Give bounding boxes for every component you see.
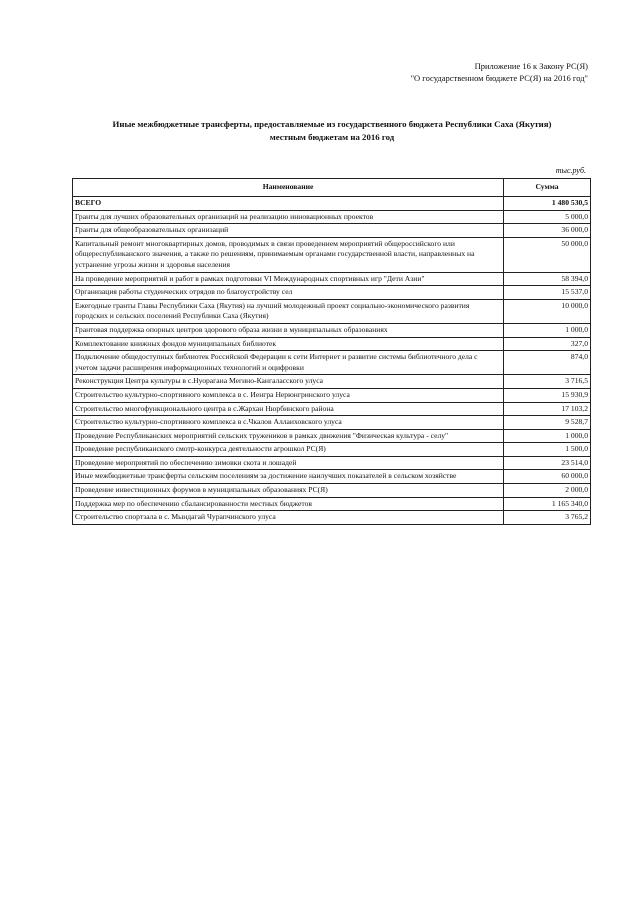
table-row [73, 224, 591, 238]
row-sum: 58 394,0 [504, 272, 591, 286]
table-row [73, 484, 591, 498]
row-sum: 1 165 340,0 [504, 497, 591, 511]
row-name: Иные межбюджетные трансферты сельским поселениям за достижение наилучших показателей в сельском хозяйстве [73, 470, 504, 484]
row-name: Строительство культурно-спортивного комплекса в с.Чкалов Аллаиховского улуса [73, 416, 504, 430]
table-row [73, 299, 591, 323]
total-row [73, 197, 591, 211]
row-sum: 9 528,7 [504, 416, 591, 430]
row-name: Комплектование книжных фондов муниципальных библиотек [73, 337, 504, 351]
row-sum: 60 000,0 [504, 470, 591, 484]
row-sum: 3 716,5 [504, 375, 591, 389]
title-line-1: Иные межбюджетные трансферты, предоставляемые из государственного бюджета Республики Саха (Якутия) [112, 119, 552, 129]
row-name: Подключение общедоступных библиотек Российской Федерации к сети Интернет и развитие системы библиотечного дела с учетом задачи расширения информационных технологий и оцифровки [73, 351, 504, 375]
table-row [73, 272, 591, 286]
row-name: Проведение Республиканских мероприятий сельских тружеников в рамках движения "Физическая культура - селу" [73, 429, 504, 443]
row-name: Реконструкция Центра культуры в с.Нуорагана Мегино-Кангаласского улуса [73, 375, 504, 389]
appendix-note [411, 60, 588, 84]
appendix-line-1: Приложение 16 к Закону РС(Я) [474, 61, 588, 71]
table-row [73, 416, 591, 430]
transfers-table [72, 178, 591, 525]
row-sum: 10 000,0 [504, 299, 591, 323]
row-name: Проведение республиканского смотр-конкурса деятельности агрошкол РС(Я) [73, 443, 504, 457]
row-sum: 1 000,0 [504, 429, 591, 443]
row-sum: 1 500,0 [504, 443, 591, 457]
total-label: ВСЕГО [73, 197, 504, 211]
table-row [73, 511, 591, 525]
header-sum: Сумма [504, 179, 591, 197]
row-name: Строительство многофункционального центра в с.Жархан Нюрбинского района [73, 402, 504, 416]
table-row [73, 286, 591, 300]
table-row [73, 402, 591, 416]
row-name: Поддержка мер по обеспечению сбалансированности местных бюджетов [73, 497, 504, 511]
row-name: Организация работы студенческих отрядов по благоустройству сел [73, 286, 504, 300]
table-row [73, 237, 591, 272]
table-row [73, 497, 591, 511]
table-row [73, 323, 591, 337]
appendix-line-2: "О государственном бюджете РС(Я) на 2016 год" [410, 73, 588, 83]
total-sum: 1 480 530,5 [504, 197, 591, 211]
header-name: Наименование [73, 179, 504, 197]
row-name: Ежегодные гранты Главы Республики Саха (Якутия) на лучший молодежный проект социально-экономического развития городских и сельских поселений Республики Саха (Якутия) [73, 299, 504, 323]
row-name: Строительство спортзала в с. Мындагай Чурапчинского улуса [73, 511, 504, 525]
row-sum: 327,0 [504, 337, 591, 351]
row-sum: 874,0 [504, 351, 591, 375]
row-sum: 15 537,0 [504, 286, 591, 300]
row-sum: 2 000,0 [504, 484, 591, 498]
row-name: Гранты для общеобразовательных организаций [73, 224, 504, 238]
table-row [73, 210, 591, 224]
table-row [73, 375, 591, 389]
row-sum: 50 000,0 [504, 237, 591, 272]
document-title [70, 118, 594, 144]
table-row [73, 351, 591, 375]
row-name: Капитальный ремонт многоквартирных домов, проводимых в связи проведением мероприятий общероссийского или общереспубликанского значения, а также по решениям, принимаемым органами государственной власти, направленных на устранение угрозы жизни и здоровья населения [73, 237, 504, 272]
row-name: Гранты для лучших образовательных организаций на реализацию инновационных проектов [73, 210, 504, 224]
table-row [73, 470, 591, 484]
table-row [73, 388, 591, 402]
row-name: Проведение инвестиционных форумов в муниципальных образованиях РС(Я) [73, 484, 504, 498]
table-row [73, 456, 591, 470]
row-sum: 1 000,0 [504, 323, 591, 337]
row-sum: 5 000,0 [504, 210, 591, 224]
row-sum: 3 765,2 [504, 511, 591, 525]
table-row [73, 443, 591, 457]
table-row [73, 337, 591, 351]
row-name: Проведение мероприятий по обеспечению зимовки скота и лошадей [73, 456, 504, 470]
row-name: Строительство культурно-спортивного комплекса в с. Иенгра Нерюнгринского улуса [73, 388, 504, 402]
row-sum: 15 930,9 [504, 388, 591, 402]
row-sum: 23 514,0 [504, 456, 591, 470]
table-header-row [73, 179, 591, 197]
row-name: На проведение мероприятий и работ в рамках подготовки VI Международных спортивных игр "Дети Азии" [73, 272, 504, 286]
row-sum: 36 000,0 [504, 224, 591, 238]
table-row [73, 429, 591, 443]
row-name: Грантовая поддержка опорных центров здорового образа жизни в муниципальных образованиях [73, 323, 504, 337]
title-line-2: местным бюджетам на 2016 год [269, 132, 395, 142]
units-label: тыс.руб. [555, 166, 586, 175]
row-sum: 17 103,2 [504, 402, 591, 416]
